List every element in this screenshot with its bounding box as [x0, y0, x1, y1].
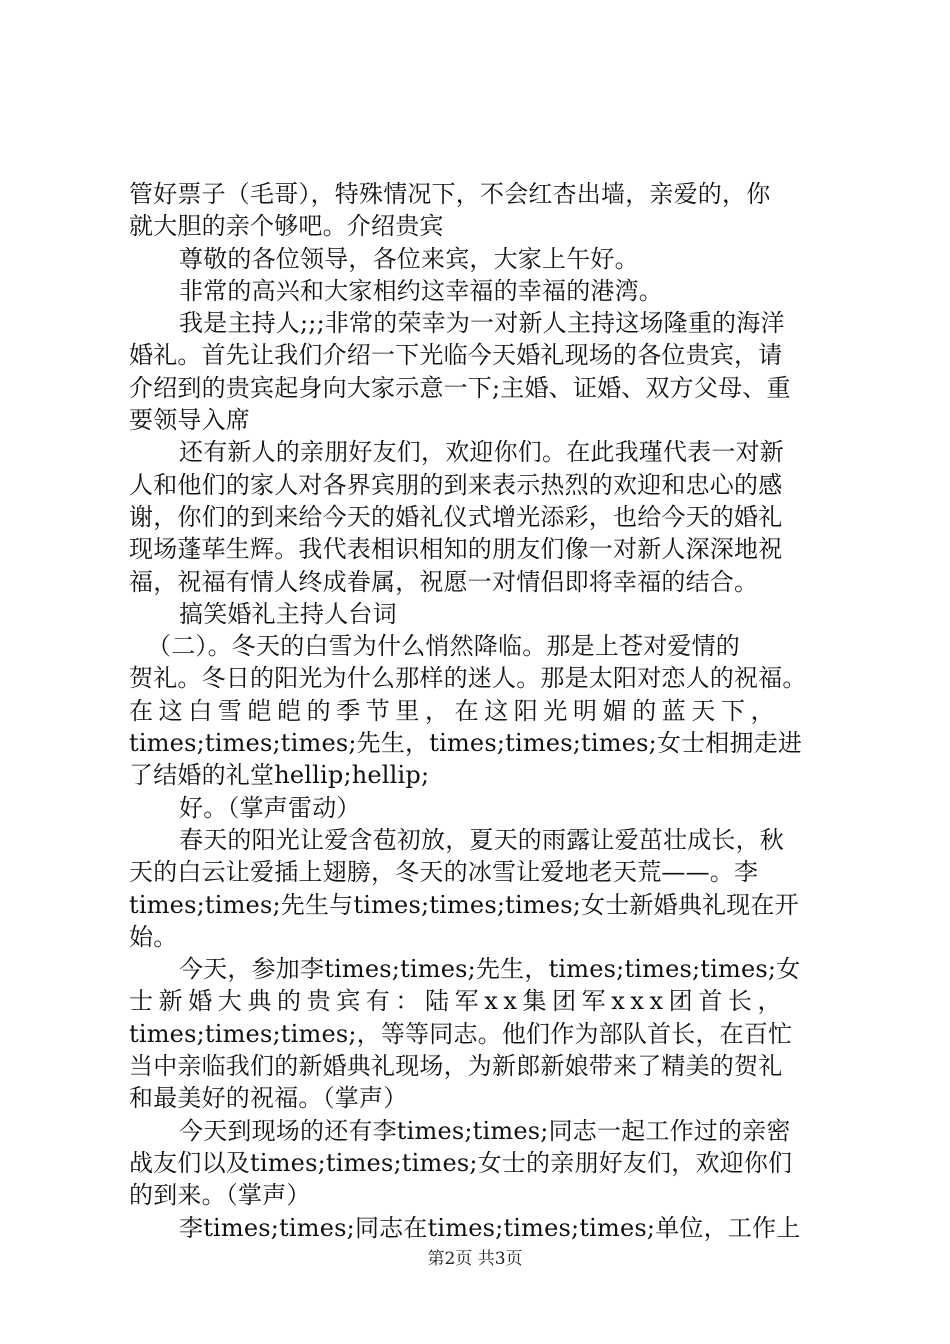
- document-body: [129, 178, 829, 1244]
- text-line: 春天的阳光让爱含苞初放，夏天的雨露让爱茁壮成长，秋: [179, 825, 784, 854]
- text-line: 李times;times;同志在times;times;times;单位，工作上: [179, 1213, 801, 1242]
- page-number-footer: 第2页 共3页: [427, 1249, 523, 1269]
- text-line: 战友们以及times;times;times;女士的亲朋好友们，欢迎你们: [129, 1148, 793, 1177]
- text-line: 尊敬的各位领导，各位来宾，大家上午好。: [179, 244, 639, 273]
- text-line: 管好票子（毛哥），特殊情况下，不会红杏出墙，亲爱的，你: [129, 180, 771, 208]
- text-line: 福，祝福有情人终成眷属，祝愿一对情侣即将幸福的结合。: [129, 567, 759, 596]
- text-line: 人和他们的家人对各界宾朋的到来表示热烈的欢迎和忠心的感: [129, 470, 783, 499]
- text-line: 天的白云让爱插上翅膀，冬天的冰雪让爱地老天荒——。李: [129, 858, 759, 887]
- text-line: 谢，你们的到来给今天的婚礼仪式增光添彩，也给今天的婚礼: [129, 502, 783, 531]
- text-line: times;times;先生与times;times;times;女士新婚典礼现在开: [129, 890, 799, 919]
- text-line: 在这白雪皑皑的季节里，在这阳光明媚的蓝天下，: [129, 696, 781, 725]
- text-line: 非常的高兴和大家相约这幸福的幸福的港湾。: [179, 276, 663, 305]
- text-line: times;times;times;，等等同志。他们作为部队首长，在百忙: [129, 1019, 793, 1048]
- text-line: 始。: [129, 922, 178, 951]
- text-line: 现场蓬荜生辉。我代表相识相知的朋友们像一对新人深深地祝: [129, 535, 783, 564]
- text-line: 的到来。（掌声）: [129, 1181, 311, 1210]
- text-line: 和最美好的祝福。（掌声）: [129, 1084, 408, 1113]
- text-line: 了结婚的礼堂hellip;hellip;: [129, 761, 430, 790]
- text-line: 婚礼。首先让我们介绍一下光临今天婚礼现场的各位贵宾，请: [129, 341, 783, 370]
- text-line: 还有新人的亲朋好友们，欢迎你们。在此我瑾代表一对新: [179, 438, 784, 467]
- text-line: 贺礼。冬日的阳光为什么那样的迷人。那是太阳对恋人的祝福。: [129, 664, 807, 693]
- text-line: 今天，参加李times;times;先生，times;times;times;女: [179, 955, 801, 984]
- text-line: （二）。冬天的白雪为什么悄然降临。那是上苍对爱情的: [147, 632, 740, 661]
- text-line: 我是主持人;;;非常的荣幸为一对新人主持这场隆重的海洋: [179, 309, 785, 338]
- text-line: 介绍到的贵宾起身向大家示意一下;主婚、证婚、双方父母、重: [129, 373, 791, 402]
- text-line: 今天到现场的还有李times;times;同志一起工作过的亲密: [179, 1116, 791, 1145]
- text-line: 就大胆的亲个够吧。介绍贵宾: [129, 212, 444, 241]
- text-line: times;times;times;先生，times;times;times;女士相拥走进: [129, 729, 803, 758]
- text-line: 好。（掌声雷动）: [179, 793, 361, 822]
- text-line: 当中亲临我们的新婚典礼现场，为新郎新娘带来了精美的贺礼: [129, 1052, 783, 1081]
- section-heading: 搞笑婚礼主持人台词: [179, 599, 397, 628]
- text-line: 士新婚大典的贵宾有：陆军xx集团军xxx团首长，: [129, 987, 788, 1016]
- text-line: 要领导入席: [129, 406, 250, 435]
